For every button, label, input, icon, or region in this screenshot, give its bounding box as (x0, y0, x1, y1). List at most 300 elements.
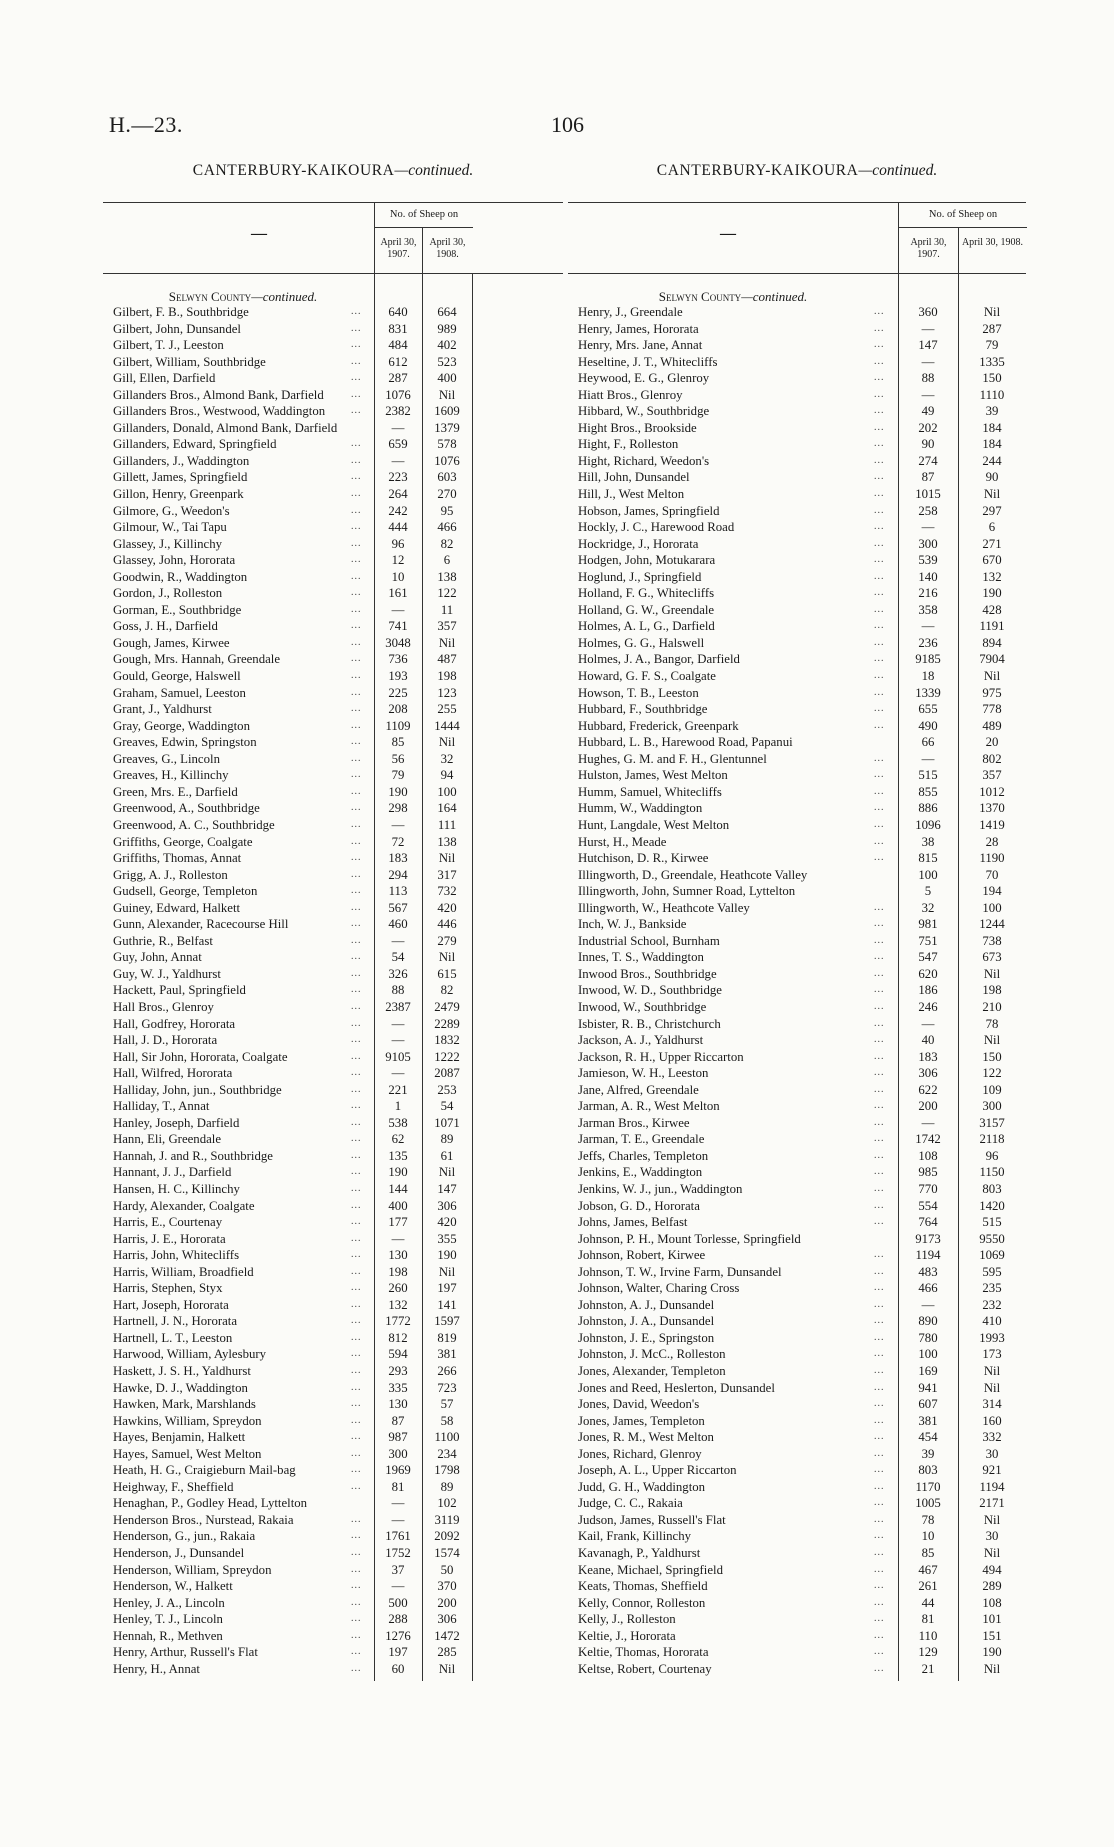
sheep-1908-value: 164 (437, 801, 457, 816)
owner-name: Jarman Bros., Kirwee (578, 1115, 690, 1130)
table-row (568, 651, 1026, 668)
right-title-suffix: —continued. (858, 162, 938, 179)
sheep-1907-value: 620 (918, 966, 938, 981)
owner-name: Jenkins, W. J., jun., Waddington (578, 1181, 743, 1196)
leader-dots: ... (874, 785, 885, 797)
table-row (568, 1098, 1026, 1115)
leader-dots: ... (351, 438, 362, 450)
owner-name: Kavanagh, P., Yaldhurst (578, 1546, 701, 1561)
table-row (103, 1545, 563, 1562)
sheep-1907-value: 515 (918, 768, 938, 783)
owner-name: Henderson, W., Halkett (113, 1579, 233, 1594)
leader-dots: ... (874, 1149, 885, 1161)
leader-dots: ... (874, 901, 885, 913)
sheep-1908-value: 1069 (979, 1248, 1005, 1263)
table-row (568, 834, 1026, 851)
leader-dots: ... (351, 918, 362, 930)
table-row (103, 1181, 563, 1198)
sheep-1907-value: 594 (388, 1347, 408, 1362)
sheep-1908-value: Nil (438, 851, 456, 866)
sheep-1907-value: 40 (921, 1033, 935, 1048)
owner-name: Hodgen, John, Motukarara (578, 553, 716, 568)
owner-name: Jobson, G. D., Hororata (578, 1198, 700, 1213)
table-row (103, 1363, 563, 1380)
table-row (568, 817, 1026, 834)
owner-name: Hight, Richard, Weedon's (578, 453, 710, 468)
owner-name: Hann, Eli, Greendale (113, 1132, 222, 1147)
sheep-1908-value: 89 (440, 1132, 454, 1147)
leader-dots: ... (351, 636, 362, 648)
owner-name: Hennah, R., Methven (113, 1628, 223, 1643)
table-row (568, 767, 1026, 784)
table-row (568, 1082, 1026, 1099)
leader-dots: ... (874, 521, 885, 533)
leader-dots: ... (874, 636, 885, 648)
leader-dots: ... (351, 934, 362, 946)
table-row (103, 519, 563, 536)
sheep-1907-value: 81 (391, 1479, 405, 1494)
sheep-1907-value: 10 (391, 569, 405, 584)
leader-dots: ... (874, 703, 885, 715)
sheep-1907-value: 659 (388, 437, 408, 452)
owner-name: Griffiths, George, Coalgate (113, 834, 253, 849)
sheep-1908-value: 802 (982, 751, 1002, 766)
sheep-1907-value: 85 (391, 735, 405, 750)
table-row (568, 337, 1026, 354)
sheep-1907-value: 37 (391, 1562, 405, 1577)
sheep-1908-value: 100 (437, 784, 457, 799)
table-row (103, 1131, 563, 1148)
leader-dots: ... (351, 488, 362, 500)
table-row (103, 569, 563, 586)
sheep-1908-value: 235 (982, 1281, 1002, 1296)
sheep-1907-value: 78 (921, 1512, 935, 1527)
leader-dots: ... (874, 1464, 885, 1476)
right-column-title (568, 158, 1026, 184)
sheep-1908-value: 61 (440, 1148, 454, 1163)
left-title-text: CANTERBURY-KAIKOURA (192, 162, 395, 179)
owner-name: Hackett, Paul, Springfield (113, 983, 246, 998)
sheep-1907-value: — (391, 1496, 405, 1511)
sheep-1907-value: 306 (918, 1066, 938, 1081)
table-row (568, 883, 1026, 900)
sheep-1907-value: 981 (918, 917, 938, 932)
table-row (568, 1413, 1026, 1430)
leader-dots: ... (351, 1298, 362, 1310)
leader-dots: ... (351, 306, 362, 317)
owner-name: Goss, J. H., Darfield (113, 619, 218, 634)
leader-dots: ... (874, 852, 885, 864)
owner-name: Johnson, Robert, Kirwee (578, 1248, 706, 1263)
owner-name: Hall, Sir John, Hororata, Coalgate (113, 1049, 288, 1064)
sheep-1907-value: — (921, 1115, 935, 1130)
sheep-1907-value: 288 (388, 1612, 408, 1627)
sheep-1908-value: 975 (982, 685, 1002, 700)
sheep-1908-value: 200 (437, 1595, 457, 1610)
table-row (103, 982, 563, 999)
sheep-1908-value: 96 (985, 1148, 999, 1163)
owner-name: Hall, Godfrey, Hororata (113, 1016, 236, 1031)
owner-name: Hight, F., Rolleston (578, 437, 679, 452)
owner-name: Holmes, A. L, G., Darfield (578, 619, 715, 634)
table-row (103, 817, 563, 834)
sheep-1907-value: 177 (388, 1215, 408, 1230)
leader-dots: ... (874, 1547, 885, 1559)
left-sheep-group-header: No. of Sheep on (374, 203, 473, 228)
sheep-1908-value: 78 (985, 1016, 999, 1031)
leader-dots: ... (874, 1182, 885, 1194)
sheep-1908-value: 1370 (979, 801, 1005, 816)
sheep-1908-value: 190 (437, 1248, 457, 1263)
sheep-1908-value: 173 (982, 1347, 1002, 1362)
sheep-1908-value: 90 (985, 470, 999, 485)
table-row (103, 1429, 563, 1446)
sheep-1907-value: 144 (388, 1181, 408, 1196)
owner-name: Hayes, Benjamin, Halkett (113, 1430, 246, 1445)
leader-dots: ... (351, 405, 362, 417)
sheep-1907-value: 10 (921, 1529, 935, 1544)
sheep-1907-value: 161 (388, 586, 408, 601)
table-row (568, 1495, 1026, 1512)
sheep-1908-value: Nil (983, 1033, 1001, 1048)
sheep-1908-value: 357 (982, 768, 1002, 783)
leader-dots: ... (874, 1000, 885, 1012)
owner-name: Judson, James, Russell's Flat (578, 1512, 726, 1527)
owner-name: Holmes, G. G., Halswell (578, 635, 705, 650)
table-row (103, 1396, 563, 1413)
leader-dots: ... (351, 818, 362, 830)
leader-dots: ... (874, 918, 885, 930)
table-row (568, 966, 1026, 983)
leader-dots: ... (351, 1050, 362, 1062)
owner-name: Halliday, John, jun., Southbridge (113, 1082, 282, 1097)
table-row (103, 850, 563, 867)
sheep-1907-value: 190 (388, 1165, 408, 1180)
table-row (568, 1049, 1026, 1066)
owner-name: Hutchison, D. R., Kirwee (578, 851, 709, 866)
sheep-1908-value: 109 (982, 1082, 1002, 1097)
sheep-1907-value: 113 (388, 884, 408, 899)
sheep-1907-value: 454 (918, 1430, 938, 1445)
leader-dots: ... (874, 835, 885, 847)
table-row (103, 436, 563, 453)
sheep-1908-value: 279 (437, 933, 457, 948)
sheep-1907-value: 223 (388, 470, 408, 485)
sheep-1907-value: 2382 (385, 404, 411, 419)
sheep-1908-value: 723 (437, 1380, 457, 1395)
table-row (103, 503, 563, 520)
owner-name: Gillanders, Edward, Springfield (113, 437, 277, 452)
owner-name: Johnston, J. A., Dunsandel (578, 1314, 715, 1329)
sheep-1907-value: 85 (921, 1546, 935, 1561)
table-row (103, 1264, 563, 1281)
owner-name: Keats, Thomas, Sheffield (578, 1579, 708, 1594)
leader-dots: ... (874, 372, 885, 384)
owner-name: Heath, H. G., Craigieburn Mail-bag (113, 1463, 296, 1478)
leader-dots: ... (874, 1199, 885, 1211)
owner-name: Humm, W., Waddington (578, 801, 703, 816)
leader-dots: ... (351, 1662, 362, 1674)
sheep-1908-value: 50 (440, 1562, 454, 1577)
sheep-1907-value: 87 (391, 1413, 405, 1428)
leader-dots: ... (351, 1331, 362, 1343)
table-row (103, 1512, 563, 1529)
sheep-1908-value: 89 (440, 1479, 454, 1494)
table-row (103, 635, 563, 652)
sheep-1907-value: 225 (388, 685, 408, 700)
sheep-1907-value: 1339 (915, 685, 941, 700)
owner-name: Heighway, F., Sheffield (113, 1479, 234, 1494)
leader-dots: ... (874, 438, 885, 450)
sheep-1908-value: 420 (437, 1215, 457, 1230)
leader-dots: ... (874, 1315, 885, 1327)
leader-dots: ... (351, 1431, 362, 1443)
left-rows (103, 304, 563, 1677)
owner-name: Hobson, James, Springfield (578, 503, 720, 518)
table-row (568, 453, 1026, 470)
owner-name: Guy, John, Annat (113, 950, 202, 965)
leader-dots: ... (874, 1050, 885, 1062)
leader-dots: ... (874, 686, 885, 698)
owner-name: Gilbert, John, Dunsandel (113, 321, 241, 336)
sheep-1907-value: 298 (388, 801, 408, 816)
sheep-1907-value: 12 (391, 553, 405, 568)
sheep-1908-value: 1150 (979, 1165, 1005, 1180)
sheep-1908-value: 1110 (979, 387, 1005, 402)
sheep-1908-value: 79 (985, 338, 999, 353)
table-row (103, 900, 563, 917)
page-number: 106 (551, 112, 584, 137)
right-county-suffix: —continued. (741, 289, 808, 304)
table-row (103, 1164, 563, 1181)
right-county-heading (568, 290, 898, 304)
sheep-1907-value: — (921, 354, 935, 369)
leader-dots: ... (351, 1216, 362, 1228)
owner-name: Industrial School, Burnham (578, 933, 720, 948)
leader-dots: ... (351, 339, 362, 351)
table-row (568, 1164, 1026, 1181)
leader-dots: ... (874, 1646, 885, 1658)
sheep-1907-value: 81 (921, 1612, 935, 1627)
sheep-1908-value: Nil (983, 669, 1001, 684)
table-row (103, 370, 563, 387)
owner-name: Henry, Mrs. Jane, Annat (578, 338, 703, 353)
sheep-1908-value: Nil (983, 1546, 1001, 1561)
sheep-1907-value: 38 (921, 834, 935, 849)
left-county-suffix: —continued. (251, 289, 318, 304)
sheep-1908-value: 6 (988, 520, 996, 535)
table-row (568, 1131, 1026, 1148)
owner-name: Henaghan, P., Godley Head, Lyttelton (113, 1496, 308, 1511)
sheep-1907-value: 2387 (385, 999, 411, 1014)
table-row (103, 552, 563, 569)
sheep-1908-value: 664 (437, 305, 457, 319)
table-row (568, 900, 1026, 917)
sheep-1907-value: 44 (921, 1595, 935, 1610)
owner-name: Hockridge, J., Hororata (578, 536, 699, 551)
owner-name: Holland, G. W., Greendale (578, 602, 715, 617)
leader-dots: ... (351, 587, 362, 599)
table-row (568, 850, 1026, 867)
sheep-1907-value: 539 (918, 553, 938, 568)
owner-name: Jarman, A. R., West Melton (578, 1099, 720, 1114)
owner-name: Isbister, R. B., Christchurch (578, 1016, 721, 1031)
table-row (568, 949, 1026, 966)
sheep-1908-value: 82 (440, 536, 454, 551)
sheep-1908-value: 198 (437, 669, 457, 684)
sheep-1907-value: 483 (918, 1264, 938, 1279)
sheep-1907-value: 1109 (385, 718, 411, 733)
table-row (568, 503, 1026, 520)
leader-dots: ... (874, 1034, 885, 1046)
sheep-1907-value: 87 (921, 470, 935, 485)
owner-name: Holmes, J. A., Bangor, Darfield (578, 652, 740, 667)
table-row (103, 602, 563, 619)
sheep-1907-value: 466 (918, 1281, 938, 1296)
owner-name: Jones, James, Templeton (578, 1413, 705, 1428)
owner-name: Gray, George, Waddington (113, 718, 250, 733)
owner-name: Hulston, James, West Melton (578, 768, 728, 783)
table-row (103, 1016, 563, 1033)
sheep-1907-value: 1772 (385, 1314, 411, 1329)
sheep-1907-value: 130 (388, 1397, 408, 1412)
left-title-suffix: —continued. (394, 162, 474, 179)
leader-dots: ... (351, 1447, 362, 1459)
owner-name: Keltse, Robert, Courtenay (578, 1661, 712, 1676)
leader-dots: ... (351, 719, 362, 731)
sheep-1907-value: 96 (391, 536, 405, 551)
sheep-1907-value: — (921, 321, 935, 336)
leader-dots: ... (874, 620, 885, 632)
sheep-1908-value: Nil (438, 1165, 456, 1180)
leader-dots: ... (874, 355, 885, 367)
sheep-1908-value: 3119 (434, 1512, 460, 1527)
left-table-body (103, 274, 563, 1677)
leader-dots: ... (351, 1083, 362, 1095)
right-column (568, 158, 1026, 1677)
leader-dots: ... (351, 670, 362, 682)
owner-name: Hill, J., West Melton (578, 487, 685, 502)
sheep-1908-value: 1100 (434, 1430, 460, 1445)
table-row (568, 1446, 1026, 1463)
sheep-1908-value: Nil (438, 1661, 456, 1676)
left-county-heading (103, 290, 383, 304)
sheep-1907-value: 79 (391, 768, 405, 783)
owner-name: Harris, J. E., Hororata (113, 1231, 226, 1246)
table-row (103, 834, 563, 851)
sheep-1908-value: 523 (437, 354, 457, 369)
owner-name: Guiney, Edward, Halkett (113, 900, 241, 915)
leader-dots: ... (351, 1067, 362, 1079)
table-row (568, 1429, 1026, 1446)
sheep-1907-value: 640 (388, 305, 408, 319)
owner-name: Glassey, John, Hororata (113, 553, 236, 568)
leader-dots: ... (874, 471, 885, 483)
leader-dots: ... (351, 984, 362, 996)
leader-dots: ... (351, 1563, 362, 1575)
owner-name: Glassey, J., Killinchy (113, 536, 222, 551)
table-row (103, 420, 563, 437)
leader-dots: ... (874, 554, 885, 566)
owner-name: Johnson, Walter, Charing Cross (578, 1281, 740, 1296)
leader-dots: ... (874, 1381, 885, 1393)
sheep-1907-value: 21 (921, 1661, 935, 1676)
leader-dots: ... (351, 1464, 362, 1476)
leader-dots: ... (874, 1249, 885, 1261)
sheep-1908-value: 402 (437, 338, 457, 353)
sheep-1908-value: Nil (438, 735, 456, 750)
sheep-1908-value: 2171 (979, 1496, 1005, 1511)
owner-name: Harris, Stephen, Styx (113, 1281, 223, 1296)
sheep-1908-value: 400 (437, 371, 457, 386)
table-row (103, 1628, 563, 1645)
leader-dots: ... (874, 1613, 885, 1625)
leader-dots: ... (351, 885, 362, 897)
sheep-1907-value: 193 (388, 669, 408, 684)
owner-name: Jones, Alexander, Templeton (578, 1364, 726, 1378)
owner-name: Henderson Bros., Nurstead, Rakaia (113, 1512, 294, 1527)
leader-dots: ... (874, 587, 885, 599)
owner-name: Kail, Frank, Killinchy (578, 1529, 692, 1544)
leader-dots: ... (351, 1348, 362, 1360)
sheep-1908-value: 410 (982, 1314, 1002, 1329)
table-row (103, 1082, 563, 1099)
owner-name: Jones, David, Weedon's (578, 1397, 700, 1412)
right-table-header (568, 202, 1026, 274)
sheep-1908-value: 732 (437, 884, 457, 899)
sheep-1907-value: 764 (918, 1215, 938, 1230)
sheep-1908-value: 466 (437, 520, 457, 535)
table-row (568, 420, 1026, 437)
sheep-1908-value: 1444 (434, 718, 460, 733)
table-row (568, 569, 1026, 586)
sheep-1908-value: 234 (437, 1446, 457, 1461)
sheep-1907-value: 88 (921, 371, 935, 386)
table-row (103, 718, 563, 735)
leader-dots: ... (874, 1596, 885, 1608)
sheep-1907-value: 198 (388, 1264, 408, 1279)
sheep-1908-value: 989 (437, 321, 457, 336)
leader-dots: ... (351, 388, 362, 400)
leader-dots: ... (351, 620, 362, 632)
sheep-1908-value: 197 (437, 1281, 457, 1296)
sheep-1908-value: 184 (982, 437, 1002, 452)
owner-name: Jamieson, W. H., Leeston (578, 1066, 709, 1081)
owner-name: Gilmore, G., Weedon's (113, 503, 230, 518)
owner-name: Jarman, T. E., Greendale (578, 1132, 705, 1147)
sheep-1907-value: — (391, 453, 405, 468)
sheep-1907-value: 169 (918, 1364, 938, 1378)
table-row (103, 1313, 563, 1330)
sheep-1908-value: 2479 (434, 999, 460, 1014)
owner-name: Halliday, T., Annat (113, 1099, 210, 1114)
table-row (103, 685, 563, 702)
sheep-1907-value: 1276 (385, 1628, 411, 1643)
owner-name: Griffiths, Thomas, Annat (113, 851, 242, 866)
sheep-1907-value: 607 (918, 1397, 938, 1412)
sheep-1907-value: 9105 (385, 1049, 411, 1064)
sheep-1907-value: 444 (388, 520, 408, 535)
sheep-1907-value: 62 (391, 1132, 405, 1147)
table-row (568, 916, 1026, 933)
owner-name: Hibbard, W., Southbridge (578, 404, 710, 419)
table-row (103, 1032, 563, 1049)
table-row (103, 701, 563, 718)
leader-dots: ... (874, 322, 885, 334)
owner-name: Judge, C. C., Rakaia (578, 1496, 683, 1511)
sheep-1908-value: 1076 (434, 453, 460, 468)
table-row (103, 1495, 563, 1512)
